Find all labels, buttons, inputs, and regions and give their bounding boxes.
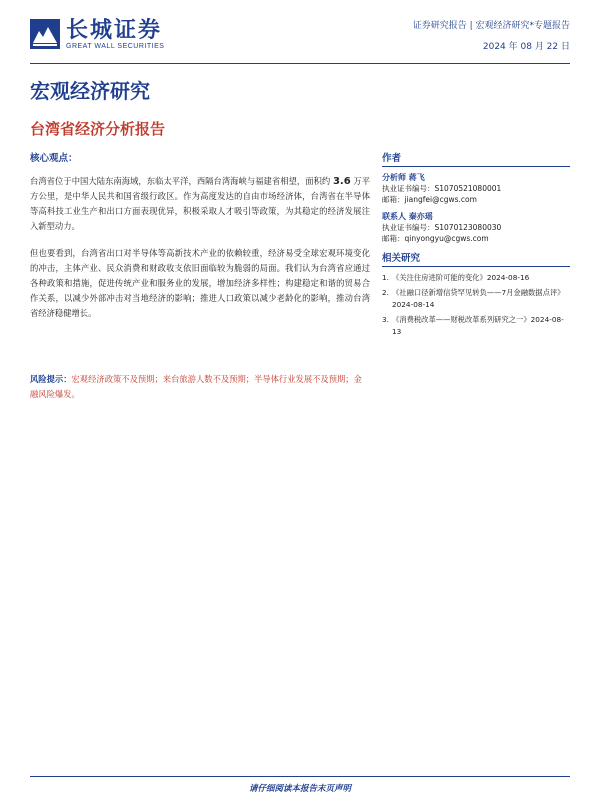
report-type: 宏观经济研究 (30, 79, 150, 103)
related-item[interactable] (382, 287, 570, 311)
paragraph-1-a: 台湾省位于中国大陆东南海域，东临太平洋，西隔台湾海峡与福建省相望，面积约 (30, 176, 333, 186)
analyst-license: 执业证书编号：S1070123080030 (382, 223, 502, 232)
analyst-2 (382, 211, 570, 244)
logo-en: GREAT WALL SECURITIES (66, 43, 165, 50)
area-figure: 3.6 (332, 176, 351, 187)
risk-text: 宏观经济政策不及预期；来台旅游人数不及预期；半导体行业发展不及预期；金融风险爆发。 (30, 374, 362, 399)
related-item[interactable] (382, 272, 570, 284)
related-num: 1. (382, 273, 389, 282)
company-logo (30, 18, 164, 50)
report-title: 台湾省经济分析报告 (30, 120, 166, 138)
related-text: 《社融口径新增信贷罕见转负——7月金融数据点评》2024-08-14 (392, 288, 565, 309)
report-category: 证券研究报告 | 宏观经济研究*专题报告 (412, 21, 570, 31)
related-text: 《关注住房进阶可能的变化》2024-08-16 (392, 273, 530, 282)
great-wall-logo-icon (30, 19, 60, 49)
paragraph-1-b: 万平方公里，是中华人民共和国省级行政区。作为高度发达的自由市场经济体，台湾省在半导体等高科技工业生产和出口方面表现优异，积极采取人才吸引等政策，为其稳定的经济发展注入新型动力。 (30, 176, 371, 231)
related-num: 3. (382, 315, 389, 324)
analyst-name: 分析师 蒋飞 (382, 173, 425, 182)
related-text: 《消费税改革——财税改革系列研究之一》2024-08-13 (392, 315, 564, 336)
header-divider (30, 63, 570, 64)
paragraph-2: 但也要看到，台湾省出口对半导体等高新技术产业的依赖较重，经济易受全球宏观环境变化的冲击，主体产业、民众消费和财政收支依旧面临较为脆弱的局面。我们认为台湾省应通过各种政策和措施，促进传统产业和服务业的发展，增加经济多样性；构建稳定和谐的贸易合作关系，以减少外部冲击对当地经济的影响；推进人口政策以减少老龄化的影响，推动台湾省经济稳健增长。 (30, 248, 370, 318)
analyst-email[interactable]: 邮箱：qinyongyu@cgws.com (382, 234, 489, 243)
footer-disclaimer: 请仔细阅读本报告末页声明 (248, 784, 351, 794)
analyst-license: 执业证书编号：S1070521080001 (382, 184, 502, 193)
analyst-1 (382, 172, 570, 205)
header-meta (413, 20, 570, 52)
core-views-label: 核心观点： (30, 153, 78, 164)
related-research-heading: 相关研究 (382, 250, 570, 267)
analyst-email[interactable]: 邮箱：jiangfei@cgws.com (382, 195, 477, 204)
analyst-name: 联系人 秦亦瑶 (382, 212, 433, 221)
sidebar (382, 150, 570, 341)
core-views (30, 150, 370, 333)
report-date: 2024 年 08 月 22 日 (482, 42, 570, 52)
paragraph-1 (30, 174, 370, 234)
risk-warning (30, 372, 370, 402)
logo-cn: 长城证券 (66, 17, 163, 43)
author-heading: 作者 (382, 150, 570, 167)
footer-divider (30, 776, 570, 777)
related-num: 2. (382, 288, 389, 297)
risk-label: 风险提示： (30, 374, 72, 384)
related-item[interactable] (382, 314, 570, 338)
